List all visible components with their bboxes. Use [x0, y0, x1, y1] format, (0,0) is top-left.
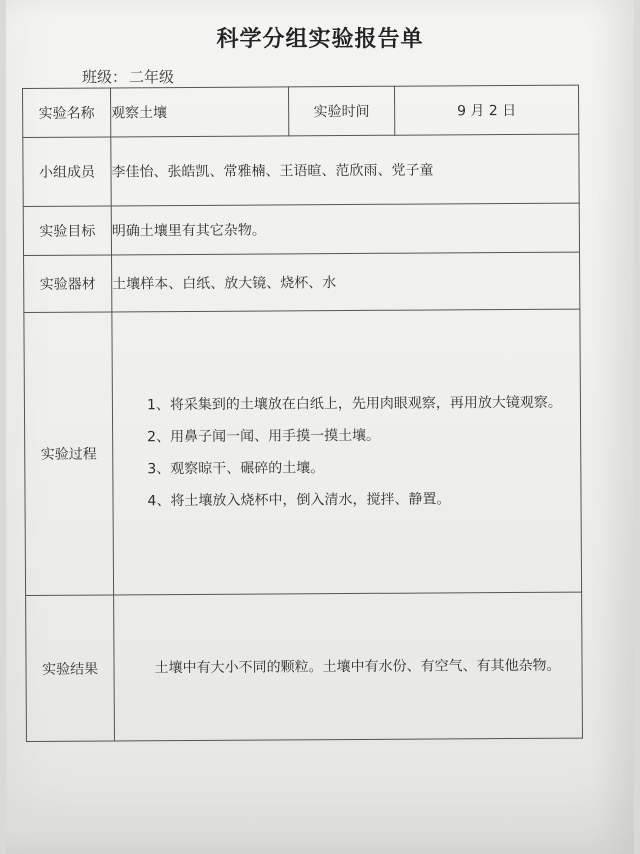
experiment-name-label: 实验名称	[23, 88, 111, 138]
process-step-4: 4、将土壤放入烧杯中，倒入清水，搅拌、静置。	[147, 491, 451, 510]
report-table	[22, 85, 583, 742]
group-members-label: 小组成员	[23, 137, 111, 207]
process-step-2: 2、用鼻子闻一闻、用手摸一摸土壤。	[147, 427, 381, 446]
experiment-time-label: 实验时间	[288, 86, 394, 136]
process-step-1: 1、将采集到的土壤放在白纸上，先用肉眼观察，再用放大镜观察。	[146, 394, 562, 414]
report-title: 科学分组实验报告单	[216, 27, 424, 52]
experiment-result-value	[114, 592, 583, 741]
experiment-equipment-value: 土壤样本、白纸、放大镜、烧杯、水	[112, 252, 580, 312]
row-experiment-equipment	[24, 252, 580, 312]
experiment-process-label: 实验过程	[24, 312, 114, 596]
experiment-equipment-label: 实验器材	[24, 255, 112, 313]
class-line	[82, 66, 174, 87]
experiment-result-label: 实验结果	[26, 595, 115, 742]
row-experiment-name	[23, 85, 579, 137]
result-text: 土壤中有大小不同的颗粒。土壤中有水份、有空气、有其他杂物。	[154, 657, 561, 676]
experiment-process-value	[112, 309, 582, 595]
experiment-goal-value: 明确土壤里有其它杂物。	[111, 203, 579, 255]
row-group-members	[23, 134, 579, 206]
row-experiment-process	[24, 309, 582, 595]
row-experiment-result	[26, 592, 583, 741]
experiment-name-value: 观察土壤	[111, 87, 289, 137]
row-experiment-goal	[23, 203, 579, 255]
class-value: 二年级	[129, 68, 175, 86]
class-label: 班级：	[82, 68, 128, 86]
group-members-value: 李佳怡、张皓凯、常雅楠、王语暄、范欣雨、党子童	[111, 134, 579, 206]
experiment-goal-label: 实验目标	[23, 206, 111, 256]
experiment-time-value: 9 月 2 日	[394, 85, 578, 135]
process-step-3: 3、观察晾干、碾碎的土壤。	[147, 460, 325, 478]
